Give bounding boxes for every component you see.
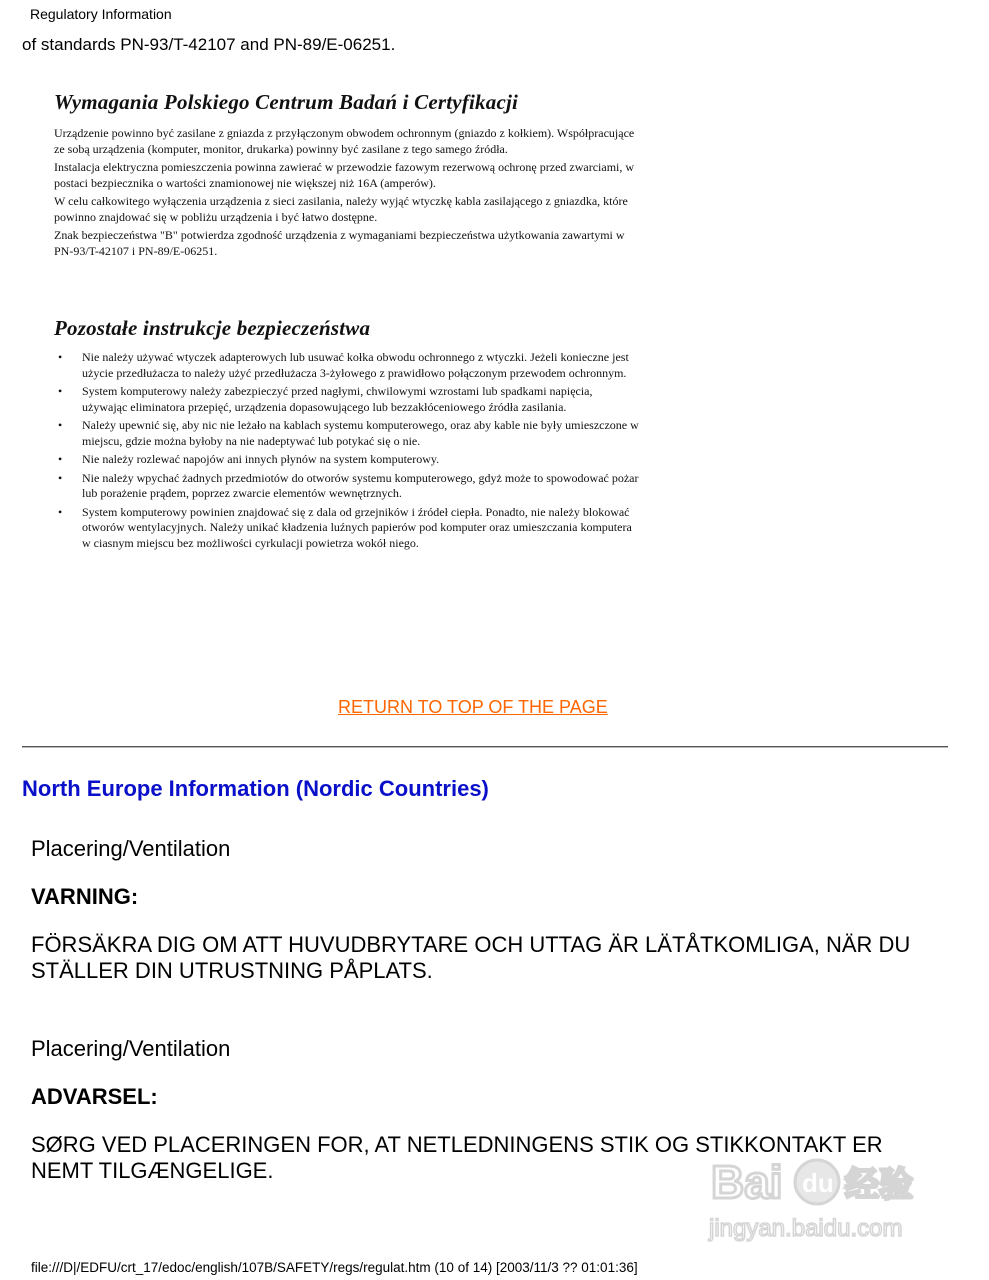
section-divider [22,746,948,748]
denmark-placement-label: Placering/Ventilation [31,1036,231,1061]
list-item [54,505,639,552]
polish-paragraph: Urządzenie powinno być zasilane z gniazda z przyłączonym obwodem ochronnym (gniazdo z kołkiem). Współpracujące ze sobą urządzenia (komputer, monitor, drukarka) powinny być zasilane z tego samego źródła. [54,126,635,156]
list-item-text: Należy upewnić się, aby nic nie leżało na kablach systemu komputerowego, oraz aby kable nie były umieszczone w miejscu, gdzie można byłoby na nie nadeptywać lub potykać się o nie. [82,418,639,448]
list-item-text: Nie należy używać wtyczek adapterowych lub usuwać kołka obwodu ochronnego z wtyczki. Jeżeli konieczne jest użycie przedłużacza to należy użyć przedłużacza 3-żyłowego z prawidłowo połączonym przewodem ochronnym. [82,350,629,380]
list-item-text: System komputerowy powinien znajdować się z dala od grzejników i źródeł ciepła. Ponadto, nie należy blokować otworów wentylacyjnych. Należy unikać kładzenia luźnych papierów pod komputer oraz umieszczania komputera w ciasnym miejscu bez możliwości cyrkulacji powietrza wokół niego. [82,504,632,550]
denmark-warning-text: SØRG VED PLACERINGEN FOR, AT NETLEDNINGENS STIK OG STIKKONTAKT ER NEMT TILGÆNGELIGE. [31,1132,883,1183]
bullet-glyph: • [58,350,63,364]
list-item [54,471,639,502]
watermark-url: jingyan.baidu.com [709,1215,903,1242]
list-item-text: Nie należy wpychać żadnych przedmiotów do otworów systemu komputerowego, gdyż może to spowodować pożar lub porażenie prądem, poprzez zwarcie elementów wewnętrznych. [82,470,639,500]
sweden-warning-label: VARNING: [31,884,139,909]
polish-heading-certification: Wymagania Polskiego Centrum Badań i Certyfikacji [54,90,519,114]
sweden-placement-label: Placering/Ventilation [31,836,231,861]
return-to-top-link[interactable]: RETURN TO TOP OF THE PAGE [338,697,608,717]
bullet-glyph: • [58,384,63,398]
list-item-text: System komputerowy należy zabezpieczyć przed nagłymi, chwilowymi wzrostami lub spadkami napięcia, używając eliminatora przepięć, urządzenia dopasowującego lub bezzakłóceniowego źródła zasilania. [82,384,593,414]
bullet-glyph: • [58,470,63,485]
bullet-glyph: • [58,504,63,519]
polish-paragraph: W celu całkowitego wyłączenia urządzenia z sieci zasilania, należy wyjąć wtyczkę kabla zasilającego z gniazdka, które powinno znajdować się w pobliżu urządzenia i być łatwo dostępne. [54,194,628,224]
list-item [54,350,639,381]
footer-file-path: file:///D|/EDFU/crt_17/edoc/english/107B/SAFETY/regs/regulat.htm (10 of 14) [2003/11/3 ?? 01:01:36] [31,1260,638,1275]
list-item-text: Nie należy rozlewać napojów ani innych płynów na system komputerowy. [82,452,440,466]
page-header-title: Regulatory Information [30,6,172,22]
baidu-paw-icon [703,1146,933,1246]
polish-requirements-image [50,86,640,626]
list-item [54,452,639,468]
watermark-text: Bai [711,1156,783,1208]
polish-paragraph: Znak bezpieczeństwa "B" potwierdza zgodność urządzenia z wymaganiami bezpieczeństwa użytkowania zawartymi w PN-93/T-42107 i PN-89/E-06251. [54,228,625,258]
watermark-text: du [802,1168,834,1198]
baidu-watermark-logo [703,1146,933,1246]
list-item [54,418,639,449]
denmark-warning-label: ADVARSEL: [31,1084,158,1109]
nordic-section-heading: North Europe Information (Nordic Countries) [22,776,489,801]
watermark-text: 经验 [845,1165,913,1205]
intro-text: of standards PN-93/T-42107 and PN-89/E-06251. [22,35,396,54]
polish-paragraphs [54,126,639,262]
polish-paragraph: Instalacja elektryczna pomieszczenia powinna zawierać w przewodzie fazowym rezerwową ochronę przed zwarciami, w postaci bezpiecznika o wartości znamionowej nie większej niż 16A (amperów). [54,160,635,190]
sweden-warning-text: FÖRSÄKRA DIG OM ATT HUVUDBRYTARE OCH UTTAG ÄR LÄTÅTKOMLIGA, NÄR DU STÄLLER DIN UTRUSTNING PÅPLATS. [31,932,911,983]
list-item [54,384,639,415]
bullet-glyph: • [58,452,63,466]
polish-heading-safety: Pozostałe instrukcje bezpieczeństwa [54,316,371,340]
bullet-glyph: • [58,418,63,432]
polish-bullet-list [54,350,639,554]
